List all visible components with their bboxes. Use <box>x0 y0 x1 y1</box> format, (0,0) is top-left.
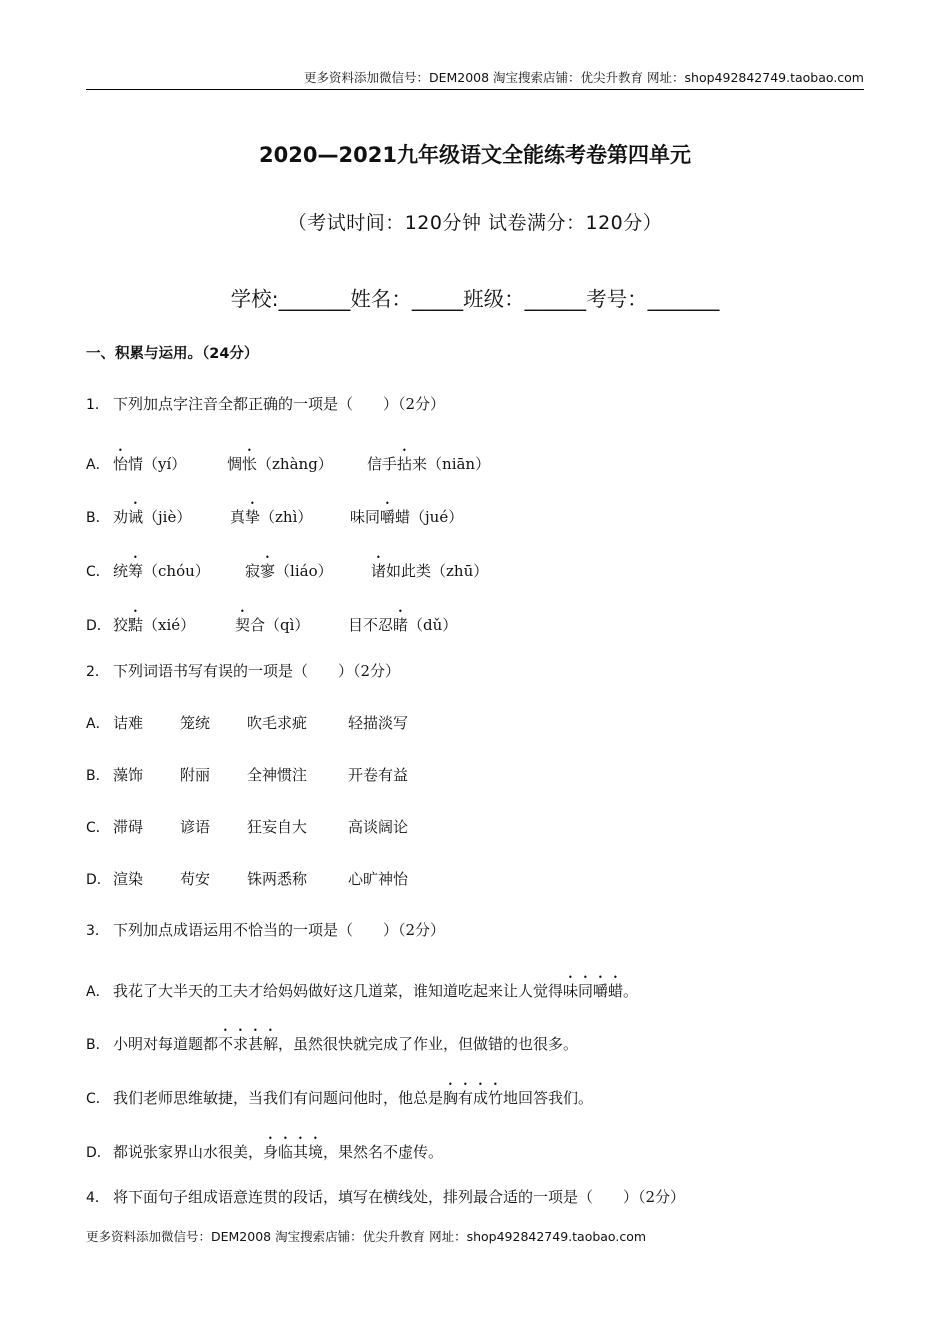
option-label: A． <box>86 716 110 732</box>
option-word: 信手拈来（niān） <box>367 455 491 473</box>
question-2-stem <box>86 661 400 682</box>
option-word: 开卷有益 <box>348 766 409 784</box>
question-number: 2． <box>86 664 109 680</box>
option-word: 全神惯注 <box>247 766 308 784</box>
document-title: 2020—2021九年级语文全能练考卷第四单元 <box>259 143 691 167</box>
option-word: 惆怅（zhàng） <box>227 455 333 473</box>
q3-option-a: A． 我花了大半天的工夫才给妈妈做好这几道菜，谁知道吃起来让人觉得味同嚼蜡。 <box>86 982 639 1000</box>
question-number: 4． <box>86 1190 109 1206</box>
option-word: 滞碍 <box>113 818 144 836</box>
option-word: 谚语 <box>180 818 211 836</box>
option-word: 劝诫（jiè） <box>113 508 192 526</box>
question-4-stem <box>86 1187 685 1208</box>
option-word: 附丽 <box>180 766 211 784</box>
q1-option-c <box>86 553 488 582</box>
option-word: 契合（qì） <box>235 616 310 634</box>
q2-option-c <box>86 817 408 838</box>
option-word: 诘难 <box>113 714 144 732</box>
q3-option-c: C． 我们老师思维敏捷，当我们有问题问他时，他总是胸有成竹地回答我们。 <box>86 1089 594 1107</box>
option-label: A． <box>86 457 110 473</box>
question-number: 1． <box>86 397 109 413</box>
option-label: C． <box>86 564 110 580</box>
student-info-line: 学校:_______姓名：_____班级：______考号：_______ <box>230 287 720 311</box>
option-word: 吹毛求疵 <box>247 714 308 732</box>
dotted-idiom: 身临其境 <box>263 1143 324 1161</box>
option-label: D． <box>86 618 111 634</box>
q1-option-d <box>86 607 457 636</box>
option-label: B． <box>86 1037 110 1053</box>
option-word: 铢两悉称 <box>247 870 308 888</box>
option-word: 心旷神怡 <box>348 870 409 888</box>
question-text: 下列词语书写有误的一项是（ ）（2分） <box>113 662 401 680</box>
question-number: 3． <box>86 923 109 939</box>
q1-option-a <box>86 446 490 475</box>
option-word: 笼统 <box>180 714 211 732</box>
page-header: 更多资料添加微信号：DEM2008 淘宝搜索店铺：优尖升教育 网址：shop492842749.taobao.com <box>303 70 864 85</box>
option-word: 诸如此类（zhū） <box>371 562 489 580</box>
option-word: 怡情（yí） <box>113 455 187 473</box>
option-word: 真挚（zhì） <box>230 508 313 526</box>
q2-option-a <box>86 713 408 734</box>
option-label: D． <box>86 872 111 888</box>
question-3-stem <box>86 920 445 941</box>
exam-subtitle: （考试时间：120分钟 试卷满分：120分） <box>287 212 663 234</box>
question-text: 下列加点字注音全都正确的一项是（ ）（2分） <box>113 395 446 413</box>
q3-option-d: D． 都说张家界山水很美，身临其境，果然名不虚传。 <box>86 1143 444 1161</box>
q2-option-d <box>86 869 408 890</box>
dotted-idiom: 味同嚼蜡 <box>563 982 624 1000</box>
q2-option-b <box>86 765 408 786</box>
section-heading: 一、积累与运用。（24分） <box>86 346 259 362</box>
option-label: C． <box>86 1091 110 1107</box>
option-word: 苟安 <box>180 870 211 888</box>
option-word: 狂妄自大 <box>247 818 308 836</box>
header-divider <box>86 89 864 90</box>
option-label: B． <box>86 768 110 784</box>
question-1-stem <box>86 394 445 415</box>
option-word: 目不忍睹（dǔ） <box>348 616 458 634</box>
option-label: D． <box>86 1145 111 1161</box>
option-word: 轻描淡写 <box>348 714 409 732</box>
option-word: 渲染 <box>113 870 144 888</box>
q3-option-b: B． 小明对每道题都不求甚解，虽然很快就完成了作业，但做错的也很多。 <box>86 1035 579 1053</box>
option-word: 味同嚼蜡（jué） <box>350 508 464 526</box>
option-word: 寂寥（liáo） <box>245 562 333 580</box>
question-text: 将下面句子组成语意连贯的段话，填写在横线处，排列最合适的一项是（ ）（2分） <box>113 1188 686 1206</box>
page-footer: 更多资料添加微信号：DEM2008 淘宝搜索店铺：优尖升教育 网址：shop492842749.taobao.com <box>86 1229 647 1244</box>
dotted-idiom: 胸有成竹 <box>443 1089 504 1107</box>
option-word: 统筹（chóu） <box>113 562 210 580</box>
option-word: 高谈阔论 <box>348 818 409 836</box>
q1-option-b <box>86 499 463 528</box>
dotted-idiom: 不求甚解 <box>218 1035 279 1053</box>
option-word: 藻饰 <box>113 766 144 784</box>
option-label: B． <box>86 510 110 526</box>
option-word: 狡黠（xié） <box>113 616 196 634</box>
option-label: A． <box>86 984 110 1000</box>
question-text: 下列加点成语运用不恰当的一项是（ ）（2分） <box>113 921 446 939</box>
option-label: C． <box>86 820 110 836</box>
